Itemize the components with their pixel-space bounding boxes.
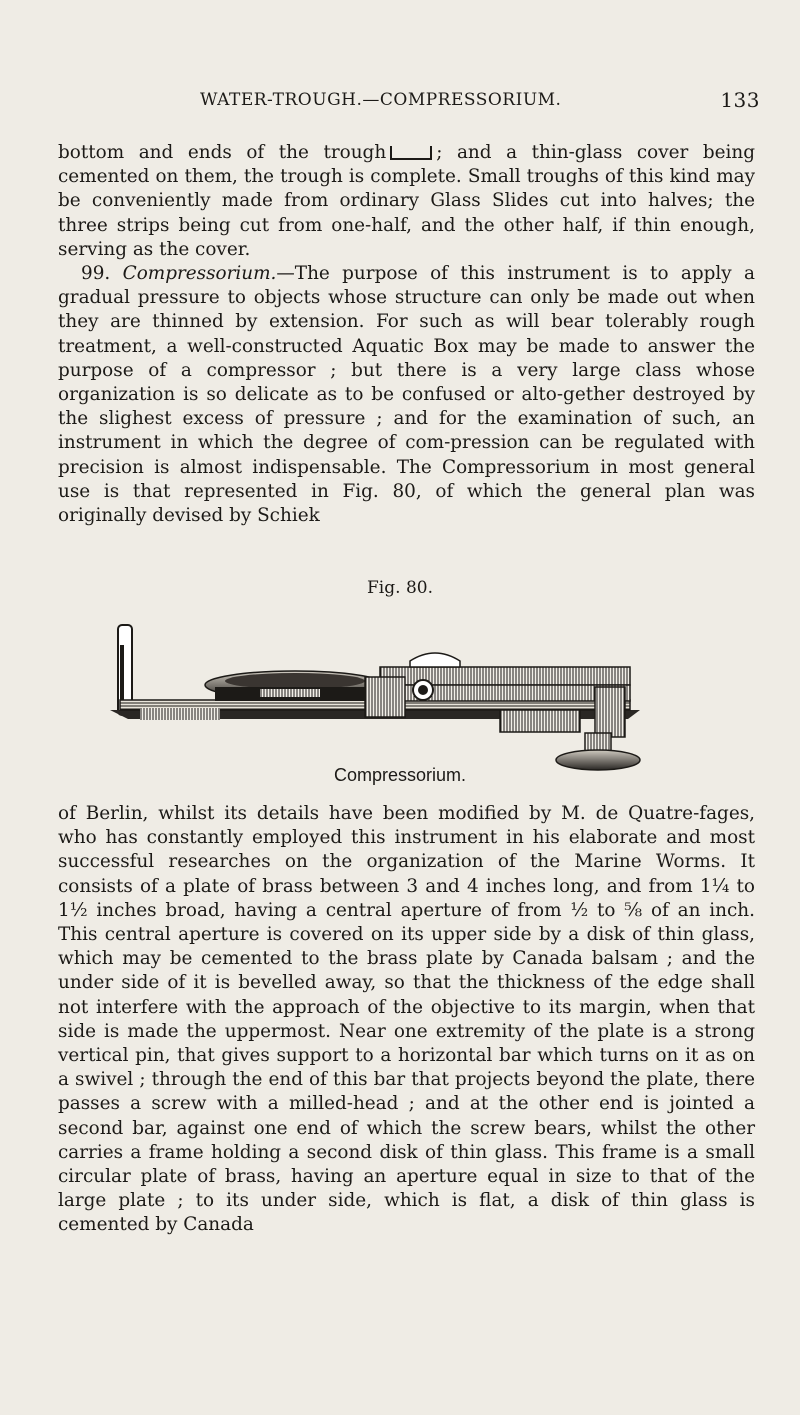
page-number: 133	[720, 88, 760, 112]
paragraph-continued: of Berlin, whilst its details have been modified by M. de Quatre-fages, who has constantly employed this instrument in his elaborate and most successful researches on the organization of the Marine Worms. It consists of a plate of brass between 3 and 4 inches long, and from 1¼ to 1½ inches broad, having a central aperture of from ½ to ⅝ of an inch. This central aperture is covered on its upper side by a disk of thin glass, which may be cemented to the brass plate by Canada balsam ; and the under side of it is bevelled away, so that the thickness of the edge shall not interfere with the approach of the objective to its margin, when that side is made the uppermost. Near one extremity of the plate is a strong vertical pin, that gives support to a horizontal bar which turns on it as on a swivel ; through the end of this bar that projects beyond the plate, there passes a screw with a milled-head ; and at the other end is jointed a second bar, against one end of which the screw bears, whilst the other carries a frame holding a second disk of thin glass. This frame is a small circular plate of brass, having an aperture equal in size to that of the large plate ; to its under side, which is flat, a disk of thin glass is cemented by Canada	[58, 803, 755, 1236]
trough-shape-icon	[390, 146, 432, 160]
running-head: WATER-TROUGH.—COMPRESSORIUM.	[200, 90, 562, 110]
section-title: Compressorium.	[122, 263, 277, 285]
section-number: 99.	[81, 263, 111, 285]
trough-text-end: ; and a thin-glass cover being cemented on them, the trough is complete. Small troughs of this kind may be conveniently made from ordinary Glass Slides cut into halves; the three strips being cut from one-half, and the other half, if thin enough, serving as the cover.	[58, 142, 755, 260]
compressorium-illustration	[80, 615, 660, 775]
page-header	[60, 86, 760, 116]
trough-text-start: bottom and ends of the trough	[58, 142, 387, 163]
paragraph-trough	[58, 141, 755, 262]
figure-label: Fig. 80.	[367, 578, 433, 598]
section-text: —The purpose of this instrument is to apply a gradual pressure to objects whose structure can only be made out when they are thinned by extension. For such as will bear tolerably rough treatment, a well-constructed Aquatic Box may be made to answer the purpose of a compressor ; but there is a very large class whose organization is so delicate as to be confused or alto-gether destroyed by the slighest excess of pressure ; and for the examination of such, an instrument in which the degree of com-pression can be regulated with precision is almost indispensable. The Compressorium in most general use is that represented in Fig. 80, of which the general plan was originally devised by Schiek	[58, 263, 755, 527]
paragraph-compressorium	[58, 262, 755, 528]
text-block-upper	[58, 141, 755, 528]
figure-caption: Compressorium.	[333, 765, 467, 785]
text-block-lower	[58, 802, 755, 1238]
